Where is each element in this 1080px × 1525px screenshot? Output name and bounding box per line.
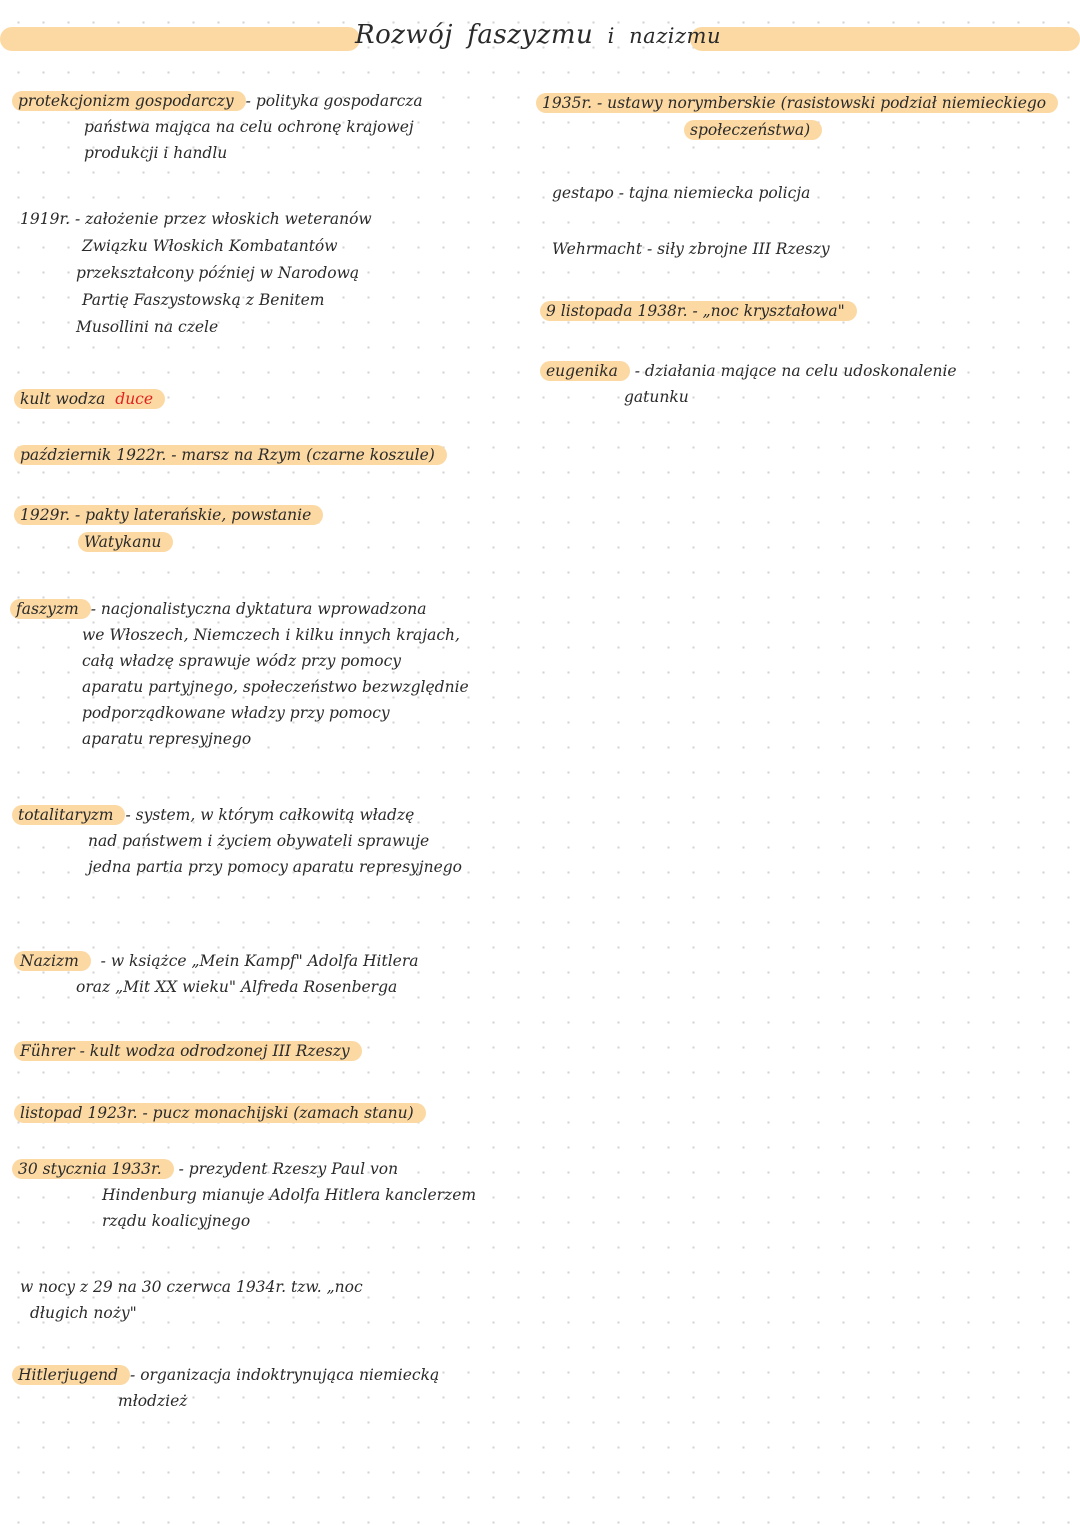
note-ustawy-norymberskie [536, 88, 1058, 145]
term-wehrmacht: Wehrmacht - siły zbrojne III Rzeszy [552, 240, 830, 258]
def-line: 1919r. - założenie przez włoskich weteranów [20, 210, 372, 228]
note-noc-krysztalowa [540, 296, 857, 326]
def-line: Związku Włoskich Kombatantów [82, 237, 338, 255]
def-line: - w książce „Mein Kampf" Adolfa Hitlera [100, 952, 419, 970]
note-marsz-na-rzym [14, 440, 447, 470]
term-ustawy-norymberskie: 1935r. - ustawy norymberskie (rasistowski podział niemieckiego [536, 93, 1058, 113]
title-word-2: faszyzmu [467, 20, 594, 50]
def-line: - nacjonalistyczna dyktatura wprowadzona [90, 600, 427, 618]
title-highlight-right [690, 27, 1080, 51]
note-fuhrer [14, 1036, 362, 1066]
page-title [355, 20, 721, 50]
term-protekcjonizm: protekcjonizm gospodarczy [12, 91, 246, 111]
def-line: państwa mająca na celu ochronę krajowej [84, 118, 414, 136]
term-watykan: Watykanu [78, 532, 173, 552]
note-1919 [20, 204, 372, 342]
term-pucz-monachijski: listopad 1923r. - pucz monachijski (zamach stanu) [14, 1103, 426, 1123]
def-line: we Włoszech, Niemczech i kilku innych krajach, [82, 626, 460, 644]
note-eugenika [540, 356, 957, 412]
term-marsz-na-rzym: październik 1922r. - marsz na Rzym (czarne koszule) [14, 445, 447, 465]
def-line: Musollini na czele [76, 318, 219, 336]
term-duce: duce [115, 390, 154, 408]
note-pakty-lateranskie [14, 500, 323, 557]
def-line: długich noży" [30, 1304, 137, 1322]
def-line: gatunku [624, 388, 689, 406]
note-noc-dlugich-nozy [20, 1272, 363, 1328]
def-line: - działania mające na celu udoskonalenie [634, 362, 957, 380]
def-line: Hindenburg mianuje Adolfa Hitlera kanclerzem [102, 1186, 477, 1204]
def-line: podporządkowane władzy przy pomocy [82, 704, 390, 722]
def-line: aparatu represyjnego [82, 730, 252, 748]
note-kult-wodza [14, 384, 165, 414]
def-line: młodzież [118, 1392, 188, 1410]
title-highlight-left [0, 27, 360, 51]
note-hitlerjugend [12, 1360, 439, 1416]
def-line: - organizacja indoktrynująca niemiecką [130, 1366, 440, 1384]
term-nazizm: Nazizm [14, 951, 91, 971]
def-line: aparatu partyjnego, społeczeństwo bezwzględnie [82, 678, 469, 696]
def-line: - system, w którym całkowitą władzę [125, 806, 415, 824]
note-protekcjonizm [12, 86, 423, 168]
def-line: Partię Faszystowską z Benitem [82, 291, 325, 309]
term-spoleczenstwa: społeczeństwa) [684, 120, 822, 140]
note-pucz [14, 1098, 426, 1128]
note-gestapo [552, 178, 810, 208]
title-word-1: Rozwój [355, 20, 453, 50]
note-totalitaryzm [12, 800, 462, 882]
def-line: - polityka gospodarcza [245, 92, 423, 110]
def-line: produkcji i handlu [84, 144, 228, 162]
term-gestapo: gestapo - tajna niemiecka policja [552, 184, 811, 202]
term-faszyzm: faszyzm [10, 599, 91, 619]
term-kult-wodza: kult wodza [20, 390, 106, 408]
def-line: rządu koalicyjnego [102, 1212, 251, 1230]
note-faszyzm [10, 594, 469, 754]
def-line: przekształcony później w Narodową [76, 264, 360, 282]
term-totalitaryzm: totalitaryzm [12, 805, 125, 825]
term-30-stycznia-1933: 30 stycznia 1933r. [12, 1159, 174, 1179]
def-line: - prezydent Rzeszy Paul von [178, 1160, 399, 1178]
title-word-3: i [607, 24, 615, 48]
def-line: nad państwem i życiem obywateli sprawuje [88, 832, 430, 850]
term-noc-krysztalowa: 9 listopada 1938r. - „noc kryształowa" [540, 301, 857, 321]
term-fuhrer: Führer - kult wodza odrodzonej III Rzeszy [14, 1041, 362, 1061]
term-hitlerjugend: Hitlerjugend [12, 1365, 130, 1385]
def-line: oraz „Mit XX wieku" Alfreda Rosenberga [76, 978, 398, 996]
def-line: w nocy z 29 na 30 czerwca 1934r. tzw. „noc [20, 1278, 363, 1296]
note-nazizm [14, 946, 418, 1002]
term-pakty-lateranskie: 1929r. - pakty laterańskie, powstanie [14, 505, 323, 525]
note-wehrmacht [552, 234, 830, 264]
def-line: jedna partia przy pomocy aparatu represyjnego [88, 858, 463, 876]
note-30-stycznia [12, 1154, 476, 1236]
term-eugenika: eugenika [540, 361, 630, 381]
def-line: całą władzę sprawuje wódz przy pomocy [82, 652, 402, 670]
title-word-4: nazizmu [629, 24, 721, 48]
